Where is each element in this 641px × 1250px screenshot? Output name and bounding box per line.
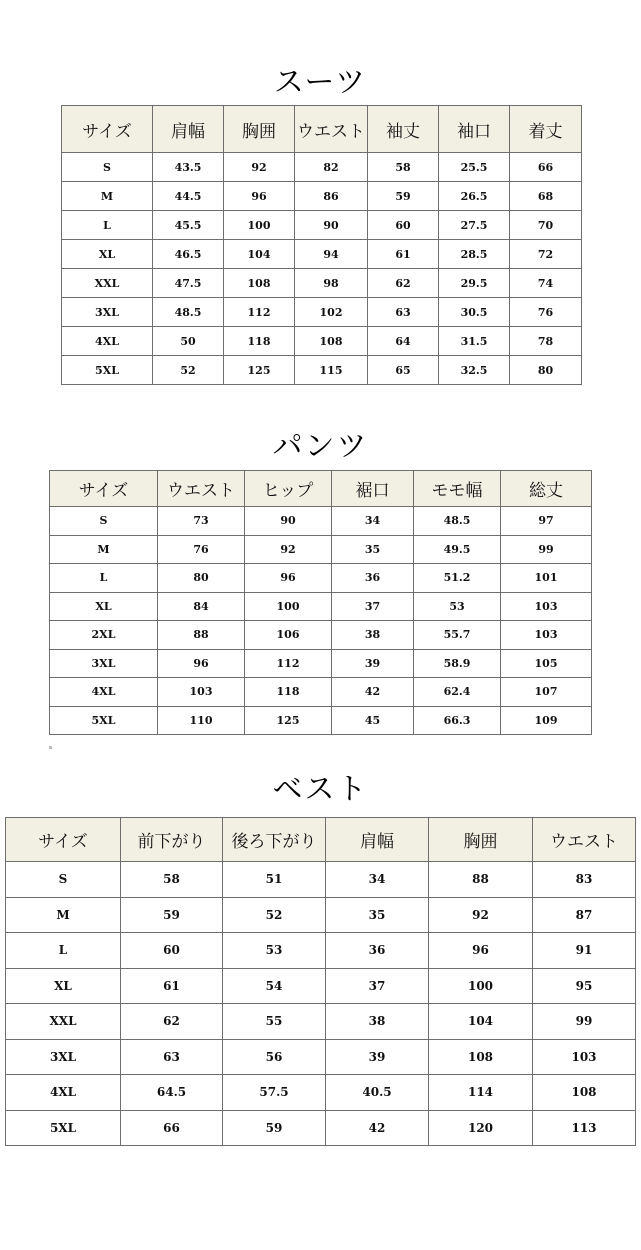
column-header: モモ幅	[414, 471, 501, 507]
measurement-cell: 80	[158, 564, 245, 593]
measurement-cell: 73	[158, 507, 245, 536]
measurement-cell: 59	[368, 182, 439, 211]
measurement-cell: 32.5	[439, 356, 510, 385]
measurement-cell: 31.5	[439, 327, 510, 356]
measurement-cell: 103	[501, 592, 592, 621]
table-row	[62, 211, 582, 240]
measurement-cell: 74	[510, 269, 582, 298]
measurement-cell: 86	[295, 182, 368, 211]
table-header-row	[62, 106, 582, 153]
table-row	[62, 269, 582, 298]
measurement-cell: 36	[326, 933, 429, 969]
measurement-cell: 39	[326, 1039, 429, 1075]
measurement-cell: 108	[295, 327, 368, 356]
measurement-cell: 63	[121, 1039, 223, 1075]
measurement-cell: 61	[121, 968, 223, 1004]
table-row	[6, 862, 636, 898]
measurement-cell: 48.5	[414, 507, 501, 536]
table-row	[62, 356, 582, 385]
size-label-cell: 4XL	[6, 1075, 121, 1111]
measurement-cell: 101	[501, 564, 592, 593]
measurement-cell: 49.5	[414, 535, 501, 564]
measurement-cell: 106	[245, 621, 332, 650]
table-row	[6, 1075, 636, 1111]
speck-mark	[49, 746, 52, 749]
column-header: 胸囲	[429, 818, 533, 862]
measurement-cell: 92	[245, 535, 332, 564]
column-header: 総丈	[501, 471, 592, 507]
table-row	[6, 1110, 636, 1146]
size-label-cell: S	[62, 153, 153, 182]
measurement-cell: 66.3	[414, 706, 501, 735]
measurement-cell: 26.5	[439, 182, 510, 211]
table-row	[50, 592, 592, 621]
measurement-cell: 62	[368, 269, 439, 298]
measurement-cell: 99	[501, 535, 592, 564]
table-row	[50, 649, 592, 678]
measurement-cell: 87	[533, 897, 636, 933]
measurement-cell: 58	[121, 862, 223, 898]
measurement-cell: 64	[368, 327, 439, 356]
measurement-cell: 99	[533, 1004, 636, 1040]
measurement-cell: 104	[429, 1004, 533, 1040]
column-header: 後ろ下がり	[223, 818, 326, 862]
column-header: ウエスト	[158, 471, 245, 507]
table-row	[6, 897, 636, 933]
table-row	[50, 621, 592, 650]
measurement-cell: 83	[533, 862, 636, 898]
measurement-cell: 68	[510, 182, 582, 211]
measurement-cell: 125	[245, 706, 332, 735]
measurement-cell: 58.9	[414, 649, 501, 678]
measurement-cell: 96	[429, 933, 533, 969]
measurement-cell: 61	[368, 240, 439, 269]
measurement-cell: 97	[501, 507, 592, 536]
measurement-cell: 64.5	[121, 1075, 223, 1111]
measurement-cell: 95	[533, 968, 636, 1004]
measurement-cell: 82	[295, 153, 368, 182]
measurement-cell: 52	[223, 897, 326, 933]
measurement-cell: 102	[295, 298, 368, 327]
measurement-cell: 34	[326, 862, 429, 898]
column-header: 肩幅	[153, 106, 224, 153]
pants-title: パンツ	[272, 429, 369, 464]
size-label-cell: XL	[6, 968, 121, 1004]
measurement-cell: 59	[121, 897, 223, 933]
measurement-cell: 58	[368, 153, 439, 182]
measurement-cell: 70	[510, 211, 582, 240]
measurement-cell: 104	[224, 240, 295, 269]
size-label-cell: 2XL	[50, 621, 158, 650]
measurement-cell: 72	[510, 240, 582, 269]
measurement-cell: 42	[332, 678, 414, 707]
size-label-cell: 5XL	[6, 1110, 121, 1146]
table-row	[50, 678, 592, 707]
measurement-cell: 43.5	[153, 153, 224, 182]
measurement-cell: 39	[332, 649, 414, 678]
table-row	[62, 327, 582, 356]
measurement-cell: 113	[533, 1110, 636, 1146]
size-label-cell: M	[6, 897, 121, 933]
measurement-cell: 37	[326, 968, 429, 1004]
table-row	[50, 564, 592, 593]
measurement-cell: 94	[295, 240, 368, 269]
measurement-cell: 118	[224, 327, 295, 356]
size-label-cell: XXL	[62, 269, 153, 298]
table-row	[6, 933, 636, 969]
measurement-cell: 35	[332, 535, 414, 564]
measurement-cell: 96	[224, 182, 295, 211]
measurement-cell: 65	[368, 356, 439, 385]
measurement-cell: 37	[332, 592, 414, 621]
size-label-cell: M	[50, 535, 158, 564]
measurement-cell: 76	[158, 535, 245, 564]
pants-size-table	[49, 470, 592, 735]
column-header: ウエスト	[533, 818, 636, 862]
measurement-cell: 38	[326, 1004, 429, 1040]
table-row	[6, 1004, 636, 1040]
measurement-cell: 62	[121, 1004, 223, 1040]
measurement-cell: 57.5	[223, 1075, 326, 1111]
measurement-cell: 103	[501, 621, 592, 650]
measurement-cell: 28.5	[439, 240, 510, 269]
table-row	[50, 507, 592, 536]
vest-title: ベスト	[272, 772, 369, 807]
size-label-cell: 3XL	[50, 649, 158, 678]
size-label-cell: L	[6, 933, 121, 969]
measurement-cell: 55.7	[414, 621, 501, 650]
measurement-cell: 48.5	[153, 298, 224, 327]
measurement-cell: 44.5	[153, 182, 224, 211]
measurement-cell: 110	[158, 706, 245, 735]
measurement-cell: 60	[368, 211, 439, 240]
table-row	[62, 182, 582, 211]
measurement-cell: 100	[224, 211, 295, 240]
measurement-cell: 51.2	[414, 564, 501, 593]
measurement-cell: 63	[368, 298, 439, 327]
table-row	[50, 706, 592, 735]
measurement-cell: 109	[501, 706, 592, 735]
column-header: 胸囲	[224, 106, 295, 153]
size-label-cell: XL	[62, 240, 153, 269]
measurement-cell: 78	[510, 327, 582, 356]
column-header: 袖丈	[368, 106, 439, 153]
measurement-cell: 53	[223, 933, 326, 969]
measurement-cell: 120	[429, 1110, 533, 1146]
measurement-cell: 112	[245, 649, 332, 678]
table-row	[62, 153, 582, 182]
column-header: サイズ	[6, 818, 121, 862]
measurement-cell: 108	[533, 1075, 636, 1111]
measurement-cell: 108	[429, 1039, 533, 1075]
table-header-row	[50, 471, 592, 507]
measurement-cell: 25.5	[439, 153, 510, 182]
measurement-cell: 59	[223, 1110, 326, 1146]
size-label-cell: 4XL	[62, 327, 153, 356]
measurement-cell: 53	[414, 592, 501, 621]
measurement-cell: 88	[429, 862, 533, 898]
measurement-cell: 66	[121, 1110, 223, 1146]
measurement-cell: 66	[510, 153, 582, 182]
measurement-cell: 45.5	[153, 211, 224, 240]
measurement-cell: 50	[153, 327, 224, 356]
column-header: サイズ	[50, 471, 158, 507]
measurement-cell: 30.5	[439, 298, 510, 327]
column-header: 袖口	[439, 106, 510, 153]
table-row	[6, 1039, 636, 1075]
measurement-cell: 40.5	[326, 1075, 429, 1111]
measurement-cell: 103	[158, 678, 245, 707]
measurement-cell: 76	[510, 298, 582, 327]
measurement-cell: 115	[295, 356, 368, 385]
table-row	[62, 240, 582, 269]
measurement-cell: 107	[501, 678, 592, 707]
column-header: 着丈	[510, 106, 582, 153]
measurement-cell: 52	[153, 356, 224, 385]
size-label-cell: L	[50, 564, 158, 593]
measurement-cell: 36	[332, 564, 414, 593]
measurement-cell: 90	[295, 211, 368, 240]
column-header: 裾口	[332, 471, 414, 507]
measurement-cell: 42	[326, 1110, 429, 1146]
vest-size-table	[5, 817, 636, 1146]
measurement-cell: 90	[245, 507, 332, 536]
measurement-cell: 100	[245, 592, 332, 621]
column-header: 前下がり	[121, 818, 223, 862]
measurement-cell: 98	[295, 269, 368, 298]
size-label-cell: XXL	[6, 1004, 121, 1040]
measurement-cell: 35	[326, 897, 429, 933]
size-label-cell: 3XL	[62, 298, 153, 327]
measurement-cell: 29.5	[439, 269, 510, 298]
suit-size-table	[61, 105, 582, 385]
table-header-row	[6, 818, 636, 862]
measurement-cell: 96	[245, 564, 332, 593]
measurement-cell: 114	[429, 1075, 533, 1111]
size-label-cell: S	[50, 507, 158, 536]
size-label-cell: XL	[50, 592, 158, 621]
column-header: サイズ	[62, 106, 153, 153]
measurement-cell: 55	[223, 1004, 326, 1040]
column-header: ヒップ	[245, 471, 332, 507]
measurement-cell: 56	[223, 1039, 326, 1075]
size-label-cell: 5XL	[62, 356, 153, 385]
measurement-cell: 125	[224, 356, 295, 385]
measurement-cell: 60	[121, 933, 223, 969]
column-header: ウエスト	[295, 106, 368, 153]
measurement-cell: 62.4	[414, 678, 501, 707]
measurement-cell: 96	[158, 649, 245, 678]
table-row	[50, 535, 592, 564]
measurement-cell: 118	[245, 678, 332, 707]
size-label-cell: 4XL	[50, 678, 158, 707]
measurement-cell: 112	[224, 298, 295, 327]
measurement-cell: 84	[158, 592, 245, 621]
measurement-cell: 51	[223, 862, 326, 898]
table-row	[6, 968, 636, 1004]
size-label-cell: M	[62, 182, 153, 211]
measurement-cell: 100	[429, 968, 533, 1004]
measurement-cell: 27.5	[439, 211, 510, 240]
table-row	[62, 298, 582, 327]
column-header: 肩幅	[326, 818, 429, 862]
measurement-cell: 45	[332, 706, 414, 735]
measurement-cell: 80	[510, 356, 582, 385]
size-label-cell: S	[6, 862, 121, 898]
measurement-cell: 38	[332, 621, 414, 650]
measurement-cell: 88	[158, 621, 245, 650]
measurement-cell: 92	[429, 897, 533, 933]
measurement-cell: 91	[533, 933, 636, 969]
size-label-cell: L	[62, 211, 153, 240]
size-label-cell: 5XL	[50, 706, 158, 735]
measurement-cell: 34	[332, 507, 414, 536]
measurement-cell: 92	[224, 153, 295, 182]
measurement-cell: 105	[501, 649, 592, 678]
measurement-cell: 54	[223, 968, 326, 1004]
suit-title: スーツ	[273, 65, 368, 100]
size-label-cell: 3XL	[6, 1039, 121, 1075]
measurement-cell: 46.5	[153, 240, 224, 269]
measurement-cell: 47.5	[153, 269, 224, 298]
measurement-cell: 108	[224, 269, 295, 298]
measurement-cell: 103	[533, 1039, 636, 1075]
